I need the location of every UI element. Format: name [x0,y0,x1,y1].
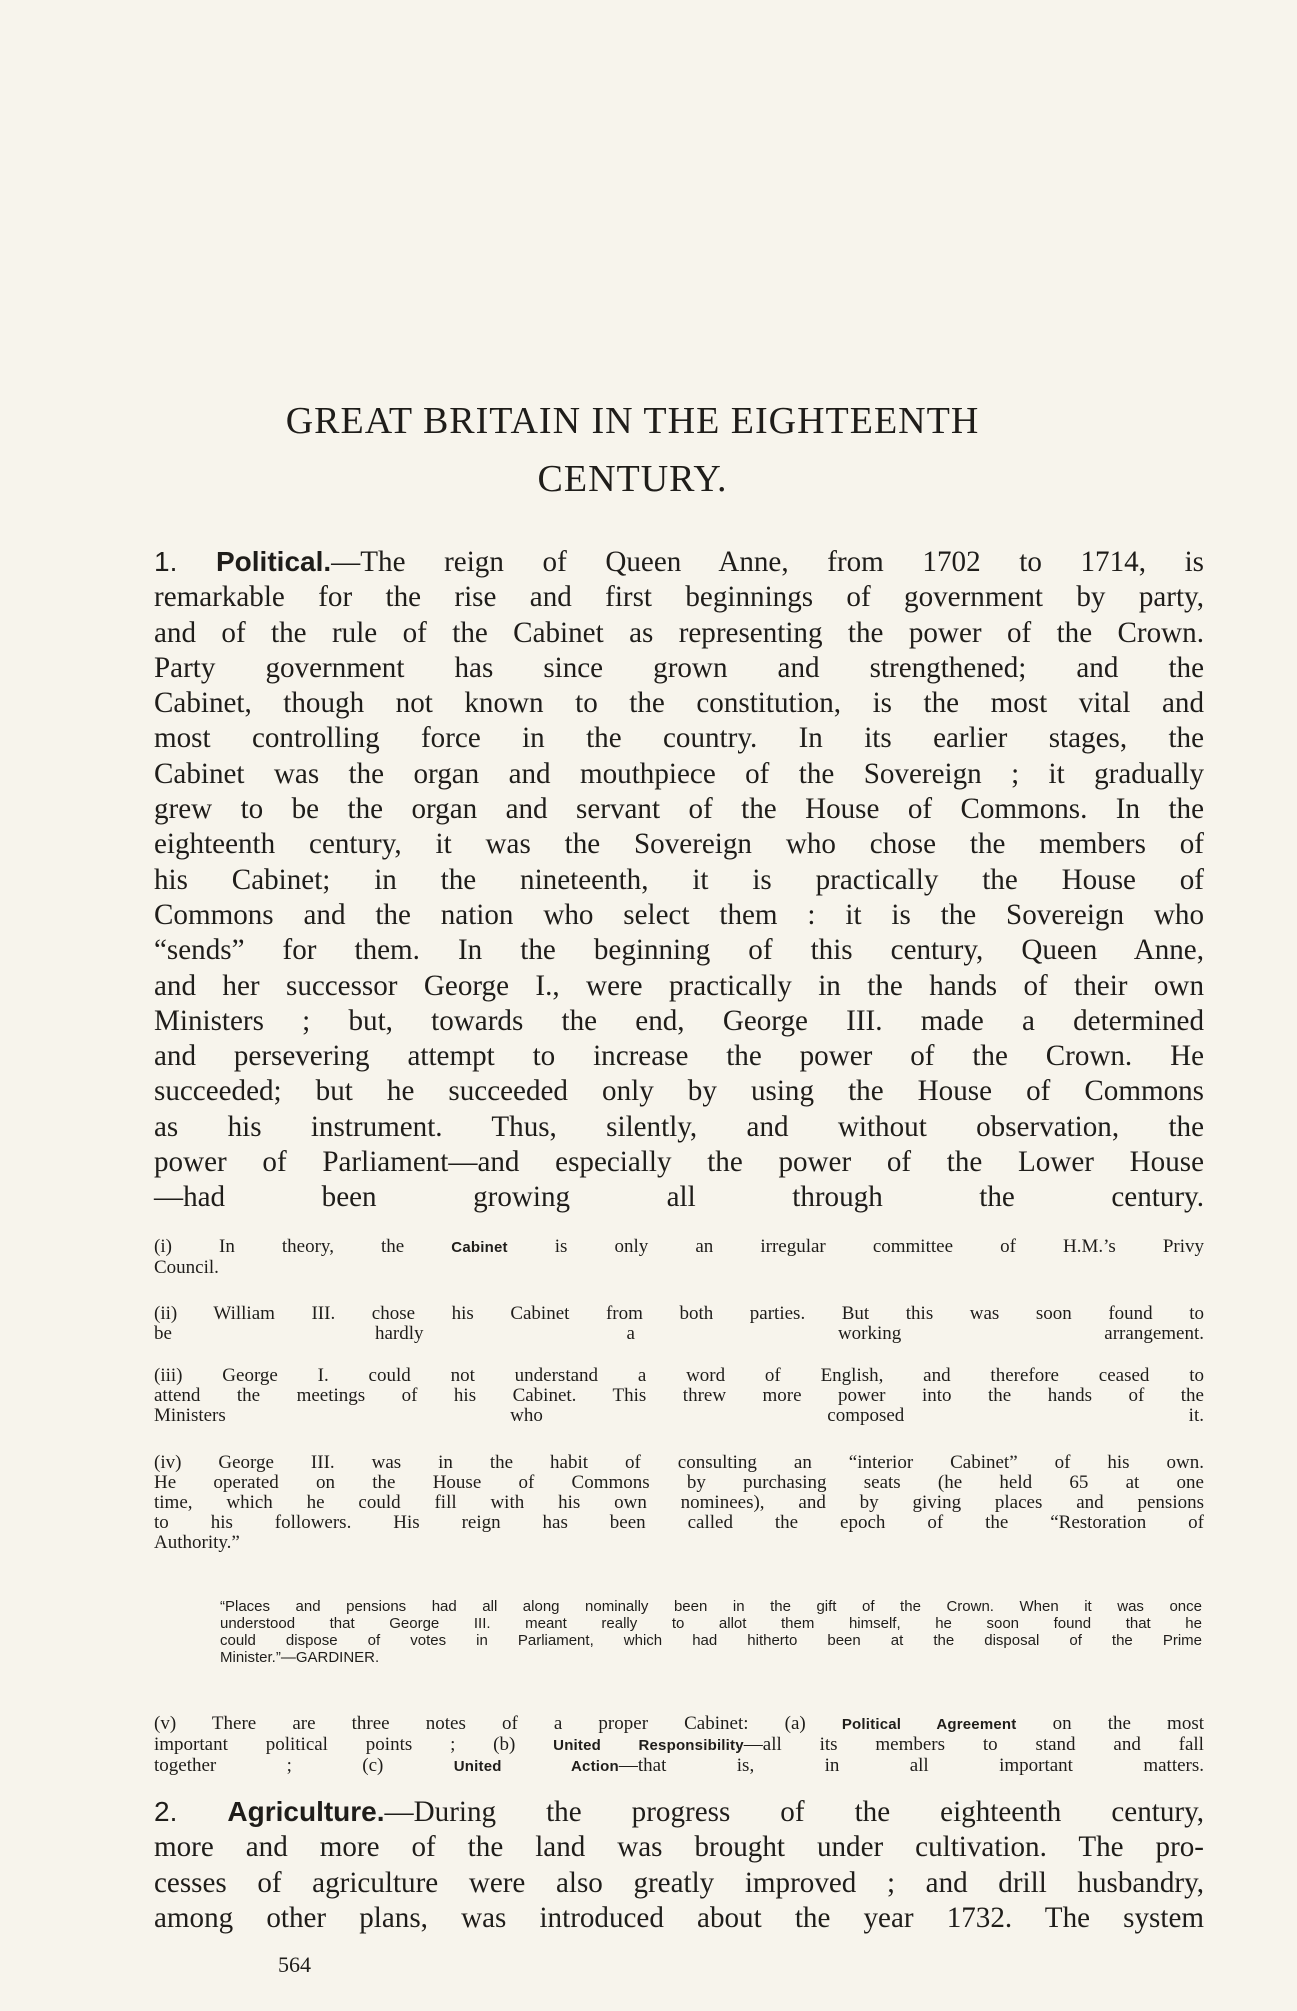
note-v-line-2-start: important political points ; (b) [154,1734,554,1755]
note-v-line-3-bold: United Action [453,1758,619,1775]
political-line-10: his Cabinet; in the nineteenth, it is practically the House of [154,863,1204,896]
note-ii-line-2: be hardly a working arrangement. [154,1323,1204,1344]
note-ii-line-1: (ii) William III. chose his Cabinet from both parties. But this was soon found to [154,1303,1204,1324]
political-line-15: and persevering attempt to increase the power of the Crown. He [154,1040,1204,1073]
political-line-11: Commons and the nation who select them : it is the Sovereign who [154,898,1204,931]
political-line-19: —had been growing all through the century. [154,1181,1204,1214]
agriculture-line-2: more and more of the land was brought under cultivation. The pro- [154,1831,1204,1864]
agriculture-heading: Agriculture. [227,1796,385,1827]
gardiner-quote [220,1598,1202,1666]
agriculture-number: 2. [154,1796,178,1827]
quote-line-2: understood that George III. meant really to allot them himself, he soon found that he [220,1615,1202,1632]
political-line-8: grew to be the organ and servant of the House of Commons. In the [154,793,1204,826]
note-iv-line-3: time, which he could fill with his own nominees), and by giving places and pensions [154,1492,1204,1513]
note-iii-line-3: Ministers who composed it. [154,1405,1204,1426]
note-i-start: (i) In theory, the [154,1236,452,1257]
note-iii-line-1: (iii) George I. could not understand a word of English, and therefore ceased to [154,1365,1204,1386]
note-iv-line-1: (iv) George III. was in the habit of consulting an “interior Cabinet” of his own. [154,1452,1204,1473]
political-line-12: “sends” for them. In the beginning of this century, Queen Anne, [154,934,1204,967]
political-line-17: as his instrument. Thus, silently, and without observation, the [154,1110,1204,1143]
note-i [154,1237,1204,1278]
political-number: 1. [154,546,178,577]
quote-line-4: Minister.”—GARDINER. [220,1649,380,1666]
agriculture-section [154,1794,1204,1936]
note-v-line-1-bold: Political Agreement [841,1716,1017,1733]
note-iv-line-4: to his followers. His reign has been called the epoch of the “Restoration of [154,1512,1204,1533]
page-title [150,392,1115,508]
political-line-6: most controlling force in the country. In its earlier stages, the [154,722,1204,755]
political-line-5: Cabinet, though not known to the constitution, is the most vital and [154,687,1204,720]
note-v-line-3-end: —that is, in all important matters. [618,1755,1204,1776]
note-iii [154,1366,1204,1426]
note-i-bold: Cabinet [451,1239,508,1256]
note-v-line-1-end: on the most [1016,1713,1204,1734]
political-line-9: eighteenth century, it was the Sovereign who chose the members of [154,828,1204,861]
political-section [154,544,1204,1216]
page-number: 564 [278,1952,311,1977]
political-line-4: Party government has since grown and strengthened; and the [154,651,1204,684]
note-v-line-3-start: together ; (c) [154,1755,454,1776]
note-ii [154,1304,1204,1344]
political-line-13: and her successor George I., were practically in the hands of their own [154,969,1204,1002]
quote-line-1: “Places and pensions had all along nominally been in the gift of the Crown. When it was once [220,1598,1202,1615]
quote-line-3: could dispose of votes in Parliament, which had hitherto been at the disposal of the Prime [220,1632,1202,1649]
political-line-1: —The reign of Queen Anne, from 1702 to 1714, is [331,546,1205,578]
political-line-7: Cabinet was the organ and mouthpiece of the Sovereign ; it gradually [154,757,1204,790]
agriculture-line-4: among other plans, was introduced about the year 1732. The system [154,1901,1204,1934]
agriculture-line-1: —During the progress of the eighteenth century, [384,1796,1204,1828]
political-heading: Political. [216,546,332,577]
political-line-18: power of Parliament—and especially the power of the Lower House [154,1146,1204,1179]
note-iv-line-5: Authority.” [154,1532,240,1553]
note-iv-line-2: He operated on the House of Commons by purchasing seats (he held 65 at one [154,1472,1204,1493]
agriculture-line-3: cesses of agriculture were also greatly improved ; and drill husbandry, [154,1866,1204,1899]
note-iv [154,1453,1204,1553]
title-line-1: GREAT BRITAIN IN THE EIGHTEENTH [285,400,980,442]
political-line-2: remarkable for the rise and first beginnings of government by party, [154,581,1204,614]
note-v-line-2-end: —all its members to stand and fall [743,1734,1204,1755]
political-line-16: succeeded; but he succeeded only by using the House of Commons [154,1075,1204,1108]
note-i-line-2: Council. [154,1257,219,1278]
note-iii-line-2: attend the meetings of his Cabinet. This threw more power into the hands of the [154,1385,1204,1406]
note-v [154,1714,1204,1777]
political-line-14: Ministers ; but, towards the end, George III. made a determined [154,1004,1204,1037]
title-line-2: CENTURY. [537,458,728,500]
note-v-line-1-start: (v) There are three notes of a proper Cabinet: (a) [154,1713,842,1734]
note-i-end: is only an irregular committee of H.M.’s Privy [507,1236,1204,1257]
note-v-line-2-bold: United Responsibility [553,1737,744,1754]
political-line-3: and of the rule of the Cabinet as representing the power of the Crown. [154,616,1204,649]
